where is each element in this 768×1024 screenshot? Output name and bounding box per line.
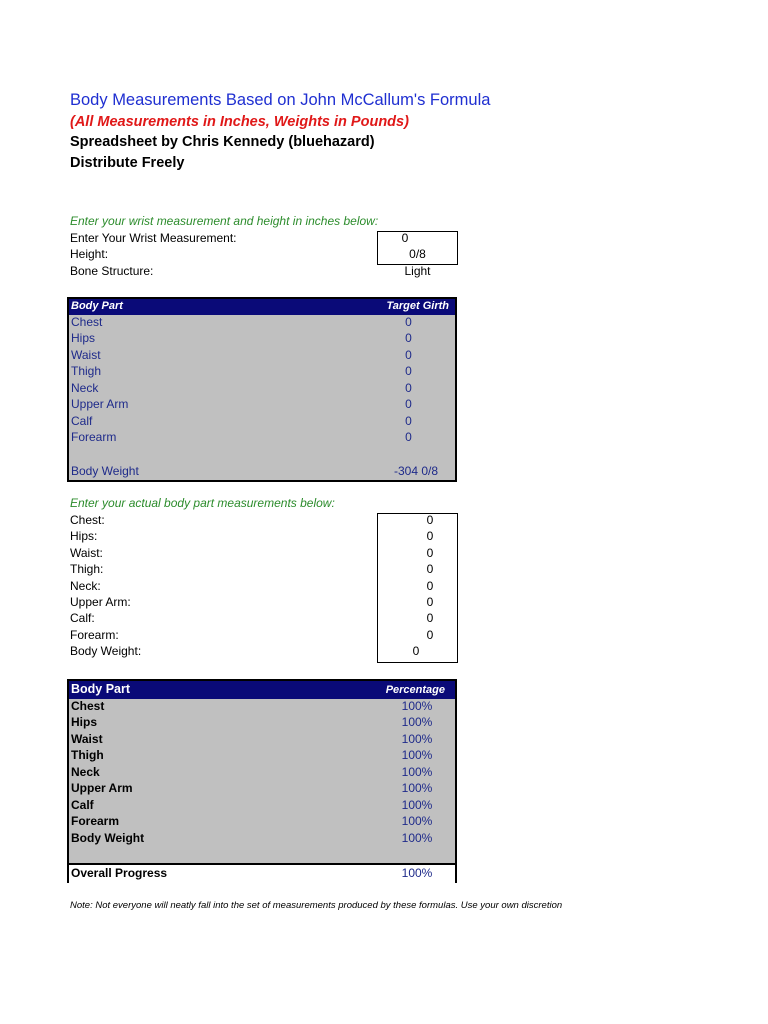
table-row <box>71 381 453 397</box>
row-value: 0 <box>405 348 412 362</box>
actual-thigh-input[interactable]: 0 <box>426 562 434 576</box>
table-row <box>71 765 453 781</box>
table-row <box>71 315 453 331</box>
row-label: Calf <box>71 798 94 812</box>
actual-waist-input[interactable]: 0 <box>426 546 434 560</box>
footnote: Note: Not everyone will neatly fall into the set of measurements produced by these formulas. Use your own discretion <box>70 900 563 911</box>
row-value: 100% <box>401 732 433 746</box>
table-row <box>71 699 453 715</box>
row-label: Forearm <box>71 430 117 444</box>
height-label: Height: <box>70 247 109 261</box>
page-subtitle: (All Measurements in Inches, Weights in Pounds) <box>70 114 409 130</box>
table-row <box>71 781 453 797</box>
actual-label: Upper Arm: <box>70 595 131 609</box>
row-value: 100% <box>401 765 433 779</box>
table-row <box>71 364 453 380</box>
distribute-note: Distribute Freely <box>70 155 185 171</box>
table-row <box>71 748 453 764</box>
row-value: 100% <box>401 748 433 762</box>
actual-label: Chest: <box>70 513 105 527</box>
row-label: Neck <box>71 381 99 395</box>
table-row <box>71 348 453 364</box>
row-value: 100% <box>401 715 433 729</box>
row-label: Thigh <box>71 364 102 378</box>
height-input[interactable]: 0/8 <box>409 247 426 261</box>
col-body-part: Body Part <box>71 300 123 312</box>
actual-forearm-input[interactable]: 0 <box>426 628 434 642</box>
actual-calf-input[interactable]: 0 <box>426 611 434 625</box>
table-row <box>71 732 453 748</box>
row-value: 100% <box>401 699 433 713</box>
row-value: 0 <box>405 315 412 329</box>
actual-label: Body Weight: <box>70 644 142 658</box>
actual-hips-input[interactable]: 0 <box>426 529 434 543</box>
col-percentage: Percentage <box>385 684 445 696</box>
row-label: Upper Arm <box>71 397 129 411</box>
row-value: -304 0/8 <box>393 464 439 478</box>
row-label: Waist <box>71 732 103 746</box>
overall-progress-label: Overall Progress <box>71 866 168 880</box>
row-label: Hips <box>71 331 96 345</box>
row-value: 100% <box>401 831 433 845</box>
byline: Spreadsheet by Chris Kennedy (bluehazard) <box>70 134 375 150</box>
row-value: 0 <box>405 381 412 395</box>
row-value: 0 <box>405 414 412 428</box>
row-label: Waist <box>71 348 101 362</box>
actual-label: Waist: <box>70 546 103 560</box>
row-value: 0 <box>405 397 412 411</box>
actual-label: Forearm: <box>70 628 119 642</box>
bone-structure-value: Light <box>404 264 431 278</box>
col-target-girth: Target Girth <box>386 300 449 312</box>
actual-upper-arm-input[interactable]: 0 <box>426 595 434 609</box>
row-label: Forearm <box>71 814 120 828</box>
row-label: Neck <box>71 765 100 779</box>
table-row <box>71 798 453 814</box>
table-row <box>71 397 453 413</box>
row-value: 0 <box>405 331 412 345</box>
row-label: Calf <box>71 414 93 428</box>
row-label: Hips <box>71 715 98 729</box>
percentage-table-header <box>69 681 455 699</box>
row-value: 100% <box>401 781 433 795</box>
actual-label: Calf: <box>70 611 95 625</box>
row-label: Upper Arm <box>71 781 133 795</box>
row-label: Chest <box>71 699 105 713</box>
wrist-label: Enter Your Wrist Measurement: <box>70 231 237 245</box>
wrist-input[interactable]: 0 <box>401 231 409 245</box>
row-label: Thigh <box>71 748 104 762</box>
table-row <box>71 831 453 847</box>
row-label: Body Weight <box>71 464 139 478</box>
target-girth-table <box>67 297 457 482</box>
actual-label: Hips: <box>70 529 98 543</box>
table-row <box>71 715 453 731</box>
col-body-part: Body Part <box>71 682 131 696</box>
overall-progress-value: 100% <box>401 866 433 880</box>
actual-chest-input[interactable]: 0 <box>426 513 434 527</box>
table-row <box>71 414 453 430</box>
table-row <box>71 331 453 347</box>
row-value: 100% <box>401 798 433 812</box>
row-label: Body Weight <box>71 831 145 845</box>
input-instruction: Enter your wrist measurement and height in inches below: <box>70 214 379 228</box>
row-value: 0 <box>405 430 412 444</box>
percentage-table <box>67 679 457 883</box>
bone-structure-label: Bone Structure: <box>70 264 154 278</box>
actual-body-weight-input[interactable]: 0 <box>412 644 420 658</box>
overall-progress-row <box>69 863 455 883</box>
row-label: Chest <box>71 315 103 329</box>
actual-instruction: Enter your actual body part measurements below: <box>70 496 335 510</box>
target-table-header <box>69 299 455 315</box>
row-value: 0 <box>405 364 412 378</box>
table-row <box>71 430 453 446</box>
actual-label: Neck: <box>70 579 101 593</box>
table-row-body-weight <box>71 464 453 480</box>
page-title: Body Measurements Based on John McCallum's Formula <box>70 91 491 109</box>
table-row <box>71 814 453 830</box>
actual-neck-input[interactable]: 0 <box>426 579 434 593</box>
row-value: 100% <box>401 814 433 828</box>
actual-label: Thigh: <box>70 562 104 576</box>
